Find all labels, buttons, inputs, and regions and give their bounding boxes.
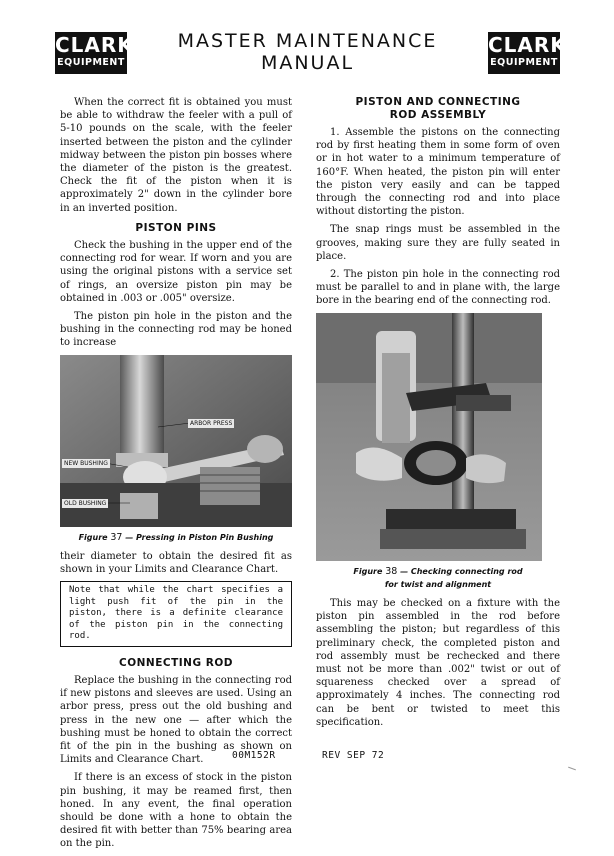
- assembly-heading-line-1: PISTON AND CONNECTING: [355, 96, 521, 108]
- clark-logo-right: [488, 32, 567, 74]
- connecting-rod-heading: CONNECTING ROD: [119, 656, 233, 669]
- footer-document-code: 00M152R: [232, 750, 276, 761]
- note-box: [60, 581, 292, 647]
- figure-38-number: 38: [385, 565, 398, 577]
- label-arbor-press: ARBOR PRESS: [190, 419, 233, 427]
- figure-37-caption: [60, 531, 292, 544]
- connecting-rod-paragraph-2: If there is an excess of stock in the piston pin bushing, it may be reamed first, then honed. In any event, the final operation should be done with a hone to obtain the desired fit with better than 75% bearing area on the pin.: [60, 772, 292, 850]
- piston-pins-paragraph-1: Check the bushing in the upper end of the connecting rod for wear. If worn and you are using the original pistons with a service set of rings, an oversize piston pin may be obtained in .003 or .005" oversize.: [60, 240, 292, 304]
- piston-pins-paragraph-2: The piston pin hole in the piston and the bushing in the connecting rod may be honed to increase: [60, 311, 292, 349]
- assembly-heading-line-2: ROD ASSEMBLY: [389, 109, 487, 121]
- figure-38-caption: [316, 565, 560, 591]
- figure-38-title-line-1: — Checking connecting rod: [400, 566, 523, 576]
- label-new-bushing: NEW BUSHING: [64, 459, 108, 467]
- figure-37-number: 37: [110, 531, 123, 543]
- assembly-paragraph-1: 1. Assemble the pistons on the connecting rod by first heating them in some form of oven or in hot water to a minimum temperature of 160°F. When heated, the piston pin will enter the piston very easily and can be tapped through the connecting rod and into place without distorting the piston.: [316, 127, 560, 218]
- intro-paragraph: When the correct fit is obtained you must be able to withdraw the feeler with a pull of 5-10 pounds on the scale, with the feeler inserted between the piston and the cylinder midway between the piston pin bosses where the diameter of the piston is the greatest. Check the fit of the piston when it is approximately 2" down in the cylinder bore in an inverted position.: [60, 97, 292, 214]
- footer-revision: REV SEP 72: [322, 750, 385, 761]
- logo-sub: EQUIPMENT: [57, 57, 125, 68]
- corner-mark: [568, 767, 576, 771]
- right-column: [316, 96, 560, 734]
- piston-pins-heading: PISTON PINS: [135, 221, 217, 234]
- figure-37-prefix: Figure: [78, 532, 108, 542]
- after-figure-paragraph: their diameter to obtain the desired fit as shown in your Limits and Clearance Chart.: [60, 550, 292, 576]
- logo-brand: CLARK: [488, 33, 567, 57]
- page-title: MASTER MAINTENANCE MANUAL: [177, 30, 438, 74]
- label-old-bushing: OLD BUSHING: [64, 499, 107, 507]
- assembly-paragraph-2: The snap rings must be assembled in the grooves, making sure they are fully seated in place.: [316, 224, 560, 262]
- left-column: [60, 96, 292, 856]
- figure-38-title-line-2: for twist and alignment: [384, 579, 492, 589]
- figure-38-photo: [316, 313, 542, 561]
- assembly-paragraph-4: This may be checked on a fixture with the piston pin assembled in the rod before assembling the piston; but regardless of this preliminary check, the completed piston and rod assembly must be rechecked and there must not be more than .002" twist or out of squareness checked over a spread of approximately 4 inches. The connecting rod can be bent or twisted to meet this specification.: [316, 598, 560, 728]
- assembly-heading: [316, 96, 560, 122]
- logo-sub: EQUIPMENT: [490, 57, 558, 68]
- connecting-rod-paragraph-1: Replace the bushing in the connecting rod if new pistons and sleeves are used. Using an arbor press, press out the old bushing and press in the new one — after which the bushing must be honed to obtain the correct fit of the pin in the bushing as shown on Limits and Clearance Chart.: [60, 674, 292, 766]
- figure-38-prefix: Figure: [353, 566, 383, 576]
- figure-37-photo: [60, 355, 292, 527]
- logo-brand: CLARK: [55, 33, 134, 57]
- alignment-fixture-illustration: [316, 313, 542, 561]
- figure-37-title: — Pressing in Piston Pin Bushing: [125, 532, 274, 542]
- clark-logo-left: [55, 32, 134, 74]
- note-text: Note that while the chart specifies a light push fit of the pin in the piston, there is a definite clearance of the piston pin in the connecting rod.: [69, 585, 283, 642]
- assembly-paragraph-3: 2. The piston pin hole in the connecting rod must be parallel to and in plane with, the large bore in the bearing end of the connecting rod.: [316, 269, 560, 307]
